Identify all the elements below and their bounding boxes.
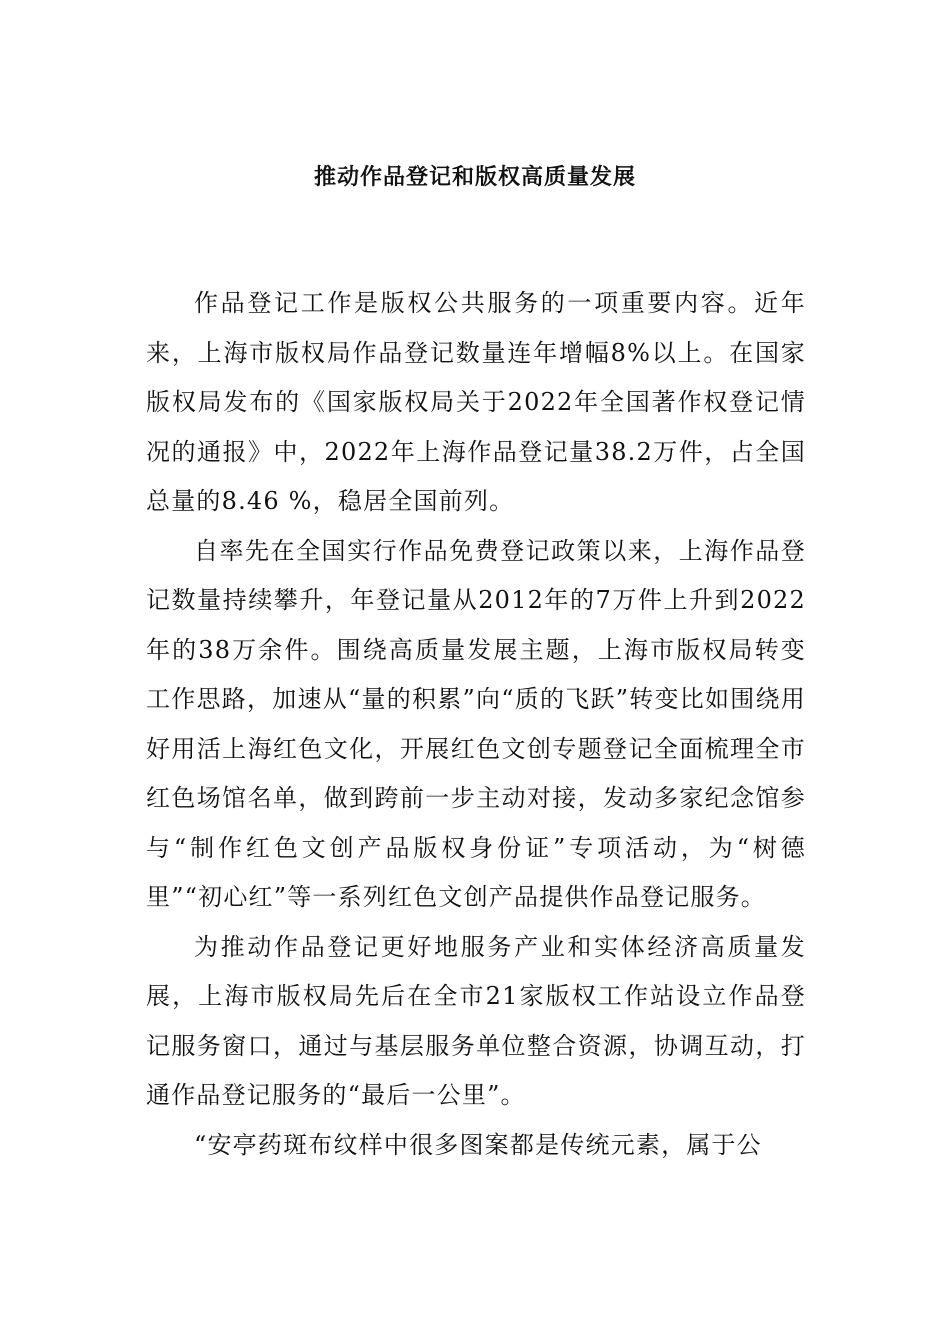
paragraph-3: 为推动作品登记更好地服务产业和实体经济高质量发展，上海市版权局先后在全市21家版权工作站设立作品登记服务窗口，通过与基层服务单位整合资源，协调互动，打通作品登记服务的“最后一公里”。	[146, 932, 806, 1109]
document-body	[146, 279, 806, 1170]
paragraph-1: 作品登记工作是版权公共服务的一项重要内容。近年来，上海市版权局作品登记数量连年增幅8%以上。在国家版权局发布的《国家版权局关于2022年全国著作权登记情况的通报》中，2022年上海作品登记量38.2万件，占全国总量的8.46 %，稳居全国前列。	[146, 289, 806, 515]
document-title: 推动作品登记和版权高质量发展	[313, 165, 636, 190]
paragraph-2: 自率先在全国实行作品免费登记政策以来，上海作品登记数量持续攀升，年登记量从2012年的7万件上升到2022年的38万余件。围绕高质量发展主题，上海市版权局转变工作思路，加速从“量的积累”向“质的飞跃”转变比如围绕用好用活上海红色文化，开展红色文创专题登记全面梳理全市红色场馆名单，做到跨前一步主动对接，发动多家纪念馆参与“制作红色文创产品版权身份证”专项活动，为“树德里”“初心红”等一系列红色文创产品提供作品登记服务。	[146, 536, 806, 911]
paragraph-4: “安亭药斑布纹样中很多图案都是传统元素，属于公	[194, 1130, 762, 1159]
